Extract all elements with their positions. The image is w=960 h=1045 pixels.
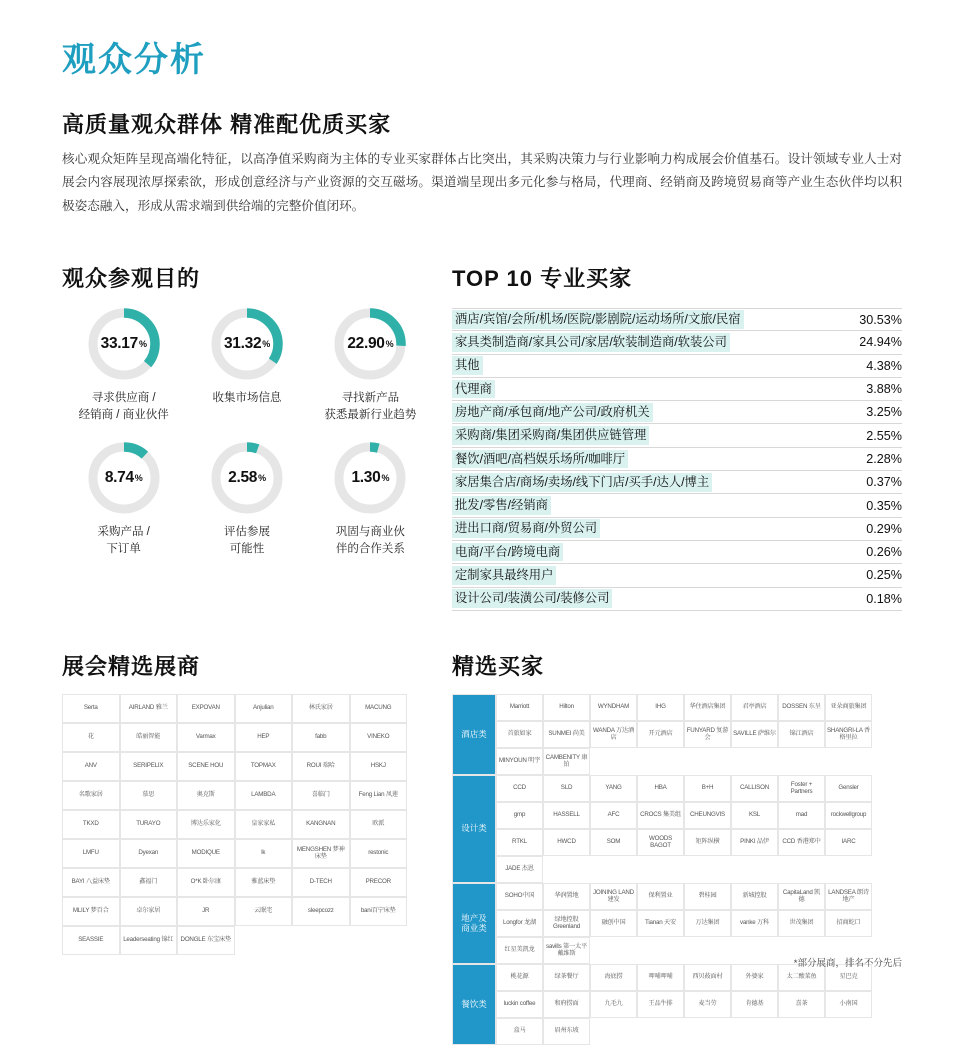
buyer-logo: 呷哺呷哺 — [637, 964, 684, 991]
buyer-logo: vanke 万科 — [731, 910, 778, 937]
buyer-logo: 矩阵纵横 — [684, 829, 731, 856]
buyer-percentage: 0.35% — [866, 498, 902, 513]
donut-label: 采购产品 / 下订单 — [97, 526, 150, 556]
buyer-logo-wall — [452, 694, 902, 1045]
exhibitor-logo: TKXD — [62, 810, 120, 839]
buyer-category-badge: 餐饮类 — [452, 964, 496, 1045]
buyer-category-label: 采购商/集团采购商/集团供应链管理 — [452, 426, 649, 445]
donut-label: 收集市场信息 — [212, 392, 282, 404]
exhibitor-logo: lk — [235, 839, 293, 868]
exhibitor-logo: 博达乐家化 — [177, 810, 235, 839]
exhibitor-logo: LAMBDA — [235, 781, 293, 810]
exhibitor-logo: LMFU — [62, 839, 120, 868]
buyer-logo: 麦当劳 — [684, 991, 731, 1018]
exhibitor-logo: VINEKO — [350, 723, 408, 752]
buyer-logo: 碧桂园 — [684, 883, 731, 910]
purpose-item — [309, 439, 432, 557]
donut-label: 寻找新产品 获悉最新行业趋势 — [324, 392, 417, 421]
buyer-logo: 首旅如家 — [496, 721, 543, 748]
purpose-item — [185, 439, 308, 557]
buyer-logo: 万达集团 — [684, 910, 731, 937]
top10-buyers-table — [452, 308, 902, 611]
buyer-logo: CAMBENITY 康铂 — [543, 748, 590, 775]
buyer-logo: 和府捞面 — [543, 991, 590, 1018]
buyer-percentage: 4.38% — [866, 358, 902, 373]
buyer-percentage: 0.25% — [866, 568, 902, 583]
buyer-logo: Foster + Partners — [778, 775, 825, 802]
buyer-logo: mad — [778, 802, 825, 829]
donut-percent-sign: % — [262, 339, 270, 349]
buyer-logo: 红星美凯龙 — [496, 937, 543, 964]
table-row — [452, 308, 902, 331]
exhibitor-logo: Feng Lian 凤莲 — [350, 781, 408, 810]
buyer-logo: 绿地控股 Greenland — [543, 910, 590, 937]
buyer-category-badge: 地产及 商业类 — [452, 883, 496, 964]
buyer-category-label: 代理商 — [452, 380, 495, 399]
donut-chart-5 — [208, 439, 286, 517]
donut-percent-sign: % — [385, 339, 394, 349]
exhibitor-footnote: *部分展商，排名不分先后 — [793, 958, 902, 969]
buyer-logo: 融创中国 — [590, 910, 637, 937]
donut-chart-6 — [331, 439, 409, 517]
buyer-logo: 亚朵商旅集团 — [825, 694, 872, 721]
buyer-percentage: 3.25% — [866, 405, 902, 420]
exhibitor-logo: 雅蓝床垫 — [235, 868, 293, 897]
donut-value: 2.58 % — [228, 469, 266, 487]
buyer-logo: 华住酒店集团 — [684, 694, 731, 721]
donut-percent-sign: % — [381, 473, 390, 484]
exhibitor-logo: AIRLAND 雅兰 — [120, 694, 178, 723]
buyer-category-label: 餐饮/酒吧/高档娱乐场所/咖啡厅 — [452, 450, 628, 469]
buyer-logo: FUNYARD 复游会 — [684, 721, 731, 748]
table-row — [452, 401, 902, 424]
buyer-logo: 华润置地 — [543, 883, 590, 910]
buyer-category-badge: 设计类 — [452, 775, 496, 883]
exhibitor-logo: 奥克斯 — [177, 781, 235, 810]
buyer-category-label: 设计公司/装潢公司/装修公司 — [452, 589, 612, 608]
exhibitor-logo: Serta — [62, 694, 120, 723]
buyer-category-label: 批发/零售/经销商 — [452, 496, 551, 515]
buyer-category-badge: 酒店类 — [452, 694, 496, 775]
donut-label: 评估参展 可能性 — [223, 526, 270, 556]
exhibitor-logo: KANGNAN — [292, 810, 350, 839]
buyer-logo: 世茂集团 — [778, 910, 825, 937]
buyer-logo: 西贝莜面村 — [684, 964, 731, 991]
buyer-logo: SOM — [590, 829, 637, 856]
purpose-item — [309, 305, 432, 423]
exhibitor-logo-wall — [62, 694, 407, 955]
buyer-percentage: 0.37% — [866, 475, 902, 490]
buyer-logo: 小南国 — [825, 991, 872, 1018]
donut-value: 8.74 % — [104, 469, 143, 487]
exhibitor-logo: SERIPELIX — [120, 752, 178, 781]
exhibitor-logo: Leaderseating 锦红 — [120, 926, 178, 955]
buyer-category-label: 家居集合店/商场/卖场/线下门店/买手/达人/博主 — [452, 473, 712, 492]
buyer-logo: CALLISON — [731, 775, 778, 802]
exhibitor-logo: Dyexan — [120, 839, 178, 868]
donut-chart-4 — [85, 439, 163, 517]
buyer-logo: 九毛九 — [590, 991, 637, 1018]
donut-percent-sign: % — [258, 473, 266, 484]
donut-label: 巩固与商业伙 伴的合作关系 — [335, 526, 405, 556]
buyer-percentage: 0.26% — [866, 545, 902, 560]
buyer-logo: HASSELL — [543, 802, 590, 829]
purpose-item — [62, 439, 185, 557]
donut-value: 1.30 % — [351, 469, 390, 487]
buyer-logo: CHEUNGVIS — [684, 802, 731, 829]
exhibitor-logo: HEP — [235, 723, 293, 752]
buyer-logo: Marriott — [496, 694, 543, 721]
buyer-logo: HWCD — [543, 829, 590, 856]
buyer-logo: B+H — [684, 775, 731, 802]
buyer-logo: DOSSEN 东呈 — [778, 694, 825, 721]
buyer-logo: SUNMEI 尚美 — [543, 721, 590, 748]
buyer-logo: 喜茶 — [778, 991, 825, 1018]
buyer-logo: PINKI 品伊 — [731, 829, 778, 856]
buyer-percentage: 30.53% — [859, 312, 902, 327]
exhibitor-logo: 皇家家私 — [235, 810, 293, 839]
purpose-section-title: 观众参观目的 — [62, 266, 201, 291]
exhibitor-logo: MENGSHEN 梦神床垫 — [292, 839, 350, 868]
buyer-logo: 盒马 — [496, 1018, 543, 1045]
exhibitor-logo: restonic — [350, 839, 408, 868]
donut-label: 寻求供应商 / 经销商 / 商业伙伴 — [78, 392, 169, 421]
donut-percent-sign: % — [138, 339, 147, 349]
buyer-percentage: 2.28% — [866, 451, 902, 466]
buyer-logo: 海底捞 — [590, 964, 637, 991]
exhibitor-logo: 欧派 — [350, 810, 408, 839]
section-heading: 高质量观众群体 精准配优质买家 — [62, 112, 392, 137]
buyer-category-label: 电商/平台/跨境电商 — [452, 543, 563, 562]
buyer-category-label: 家具类制造商/家具公司/家居/软装制造商/软装公司 — [452, 333, 730, 352]
buyer-logo: 星巴克 — [825, 964, 872, 991]
exhibitor-logo: 喜临门 — [292, 781, 350, 810]
donut-value: 33.17 % — [100, 335, 147, 352]
exhibitor-logo: 花 — [62, 723, 120, 752]
buyer-category-label: 房地产商/承包商/地产公司/政府机关 — [452, 403, 653, 422]
buyer-logo: 君亭酒店 — [731, 694, 778, 721]
exhibitor-logo: MACUNG — [350, 694, 408, 723]
buyer-logo: IHG — [637, 694, 684, 721]
table-row — [452, 494, 902, 517]
buyer-logo: WYNDHAM — [590, 694, 637, 721]
donut-value: 31.32 % — [223, 335, 270, 352]
buyers-section-title: 精选买家 — [452, 654, 545, 679]
exhibitor-logo: sleepcozz — [292, 897, 350, 926]
buyer-logo: CROCS 集美组 — [637, 802, 684, 829]
buyer-logo: AFC — [590, 802, 637, 829]
table-row — [452, 448, 902, 471]
table-row — [452, 518, 902, 541]
buyer-logo: WANDA 万达酒店 — [590, 721, 637, 748]
top10-section-title: TOP 10 专业买家 — [452, 266, 633, 291]
exhibitor-logo: Varmax — [177, 723, 235, 752]
page-title: 观众分析 — [62, 41, 206, 79]
donut-percent-sign: % — [134, 473, 143, 484]
buyer-logo: 王品牛排 — [637, 991, 684, 1018]
buyer-logo: savills 第一太平戴维斯 — [543, 937, 590, 964]
buyer-logo: LANDSEA 朗诗地产 — [825, 883, 872, 910]
exhibitors-section-title: 展会精选展商 — [62, 654, 201, 679]
table-row — [452, 471, 902, 494]
donut-chart-2 — [208, 305, 286, 383]
buyer-category-label: 进出口商/贸易商/外贸公司 — [452, 519, 600, 538]
buyer-logo: HBA — [637, 775, 684, 802]
buyer-logo: SOHO中国 — [496, 883, 543, 910]
buyer-logo: CapitaLand 凯德 — [778, 883, 825, 910]
exhibitor-logo: HSKJ — [350, 752, 408, 781]
exhibitor-logo: SEASSIE — [62, 926, 120, 955]
buyer-logo: CCD 香港郑中 — [778, 829, 825, 856]
exhibitor-logo: O*K 卧尔康 — [177, 868, 235, 897]
buyer-logo: MINYOUN 明宇 — [496, 748, 543, 775]
table-row — [452, 588, 902, 611]
donut-chart-3 — [331, 305, 409, 383]
exhibitor-logo: Anjulian — [235, 694, 293, 723]
buyer-logo: gmp — [496, 802, 543, 829]
buyer-percentage: 0.29% — [866, 521, 902, 536]
exhibitor-logo: JR — [177, 897, 235, 926]
exhibitor-logo: TOPMAX — [235, 752, 293, 781]
buyer-logo: SHANGRI-LA 香格里拉 — [825, 721, 872, 748]
buyer-logo: 保利置业 — [637, 883, 684, 910]
exhibitor-logo: EXPOVAN — [177, 694, 235, 723]
buyer-logo: 桃花源 — [496, 964, 543, 991]
exhibitor-logo: ANV — [62, 752, 120, 781]
exhibitor-logo: fabb — [292, 723, 350, 752]
visit-purpose-chart — [62, 305, 432, 558]
exhibitor-logo: D-TECH — [292, 868, 350, 897]
buyer-category-group — [452, 694, 902, 775]
buyer-logo: 招商蛇口 — [825, 910, 872, 937]
buyer-logo: 肯德基 — [731, 991, 778, 1018]
exhibitor-logo: 卓尔家居 — [120, 897, 178, 926]
exhibitor-logo: 慕思 — [120, 781, 178, 810]
buyer-category-group — [452, 775, 902, 883]
buyer-logo: 开元酒店 — [637, 721, 684, 748]
buyer-logo: 外婆家 — [731, 964, 778, 991]
exhibitor-logo: ROUI 瑞哈 — [292, 752, 350, 781]
buyer-percentage: 2.55% — [866, 428, 902, 443]
buyer-percentage: 3.88% — [866, 382, 902, 397]
intro-paragraph: 核心观众矩阵呈现高端化特征，以高净值采购商为主体的专业买家群体占比突出，其采购决策力与行业影响力构成展会价值基石。设计领域专业人士对展会内容展现浓厚探索欲，形成创意经济与产业资源的交互磁场。渠道端呈现出多元化参与格局，代理商、经销商及跨境贸易商等产业生态伙伴均以积极姿态融入，形成从需求端到供给端的完整价值闭环。 — [62, 152, 902, 213]
buyer-logo: JADE 杰恩 — [496, 856, 543, 883]
buyer-percentage: 0.18% — [866, 591, 902, 606]
buyer-logo: SLD — [543, 775, 590, 802]
exhibitor-logo: BAYI 八益床垫 — [62, 868, 120, 897]
buyer-logo: Longfor 龙湖 — [496, 910, 543, 937]
donut-value: 22.90 % — [347, 335, 394, 352]
buyer-category-label: 其他 — [452, 356, 483, 375]
buyer-category-label: 酒店/宾馆/会所/机场/医院/影剧院/运动场所/文旅/民宿 — [452, 310, 744, 329]
buyer-logo: YANG — [590, 775, 637, 802]
buyer-category-group — [452, 883, 902, 964]
exhibitor-logo: SCENE HOU — [177, 752, 235, 781]
exhibitor-logo: 鑫福门 — [120, 868, 178, 897]
table-row — [452, 355, 902, 378]
buyer-logo: IARC — [825, 829, 872, 856]
buyer-category-group — [452, 964, 902, 1045]
buyer-percentage: 24.94% — [859, 335, 902, 350]
table-row — [452, 378, 902, 401]
table-row — [452, 541, 902, 564]
table-row — [452, 564, 902, 587]
exhibitor-logo: 云眠宅 — [235, 897, 293, 926]
purpose-item — [62, 305, 185, 423]
donut-chart-1 — [85, 305, 163, 383]
exhibitor-logo: DONGLE 东宝床垫 — [177, 926, 235, 955]
buyer-logo: 眉州东坡 — [543, 1018, 590, 1045]
buyer-logo: JOINING LAND 建发 — [590, 883, 637, 910]
buyer-logo: 新城控股 — [731, 883, 778, 910]
exhibitor-logo: bani百宁床垫 — [350, 897, 408, 926]
purpose-item — [185, 305, 308, 423]
exhibitor-logo: 林氏家居 — [292, 694, 350, 723]
table-row — [452, 331, 902, 354]
buyer-logo: rockwellgroup — [825, 802, 872, 829]
buyer-logo: luckin coffee — [496, 991, 543, 1018]
exhibitor-logo: 皓丽智能 — [120, 723, 178, 752]
buyer-category-label: 定制家具最终用户 — [452, 566, 556, 585]
buyer-logo: KSL — [731, 802, 778, 829]
buyer-logo: Gensler — [825, 775, 872, 802]
buyer-logo: 绿茶餐厅 — [543, 964, 590, 991]
table-row — [452, 424, 902, 447]
exhibitor-logo: PRECOR — [350, 868, 408, 897]
exhibitor-logo: TURAYO — [120, 810, 178, 839]
exhibitor-logo: MLILY 梦百合 — [62, 897, 120, 926]
buyer-logo: WOODS BAGOT — [637, 829, 684, 856]
buyer-logo: RTKL — [496, 829, 543, 856]
buyer-logo: Tianan 天安 — [637, 910, 684, 937]
buyer-logo: CCD — [496, 775, 543, 802]
buyer-logo: SAVILLE 萨维尔 — [731, 721, 778, 748]
exhibitor-logo: 名歌家居 — [62, 781, 120, 810]
buyer-logo: 锦江酒店 — [778, 721, 825, 748]
buyer-logo: 太二酸菜鱼 — [778, 964, 825, 991]
buyer-logo: Hilton — [543, 694, 590, 721]
exhibitor-logo: MODIQUE — [177, 839, 235, 868]
